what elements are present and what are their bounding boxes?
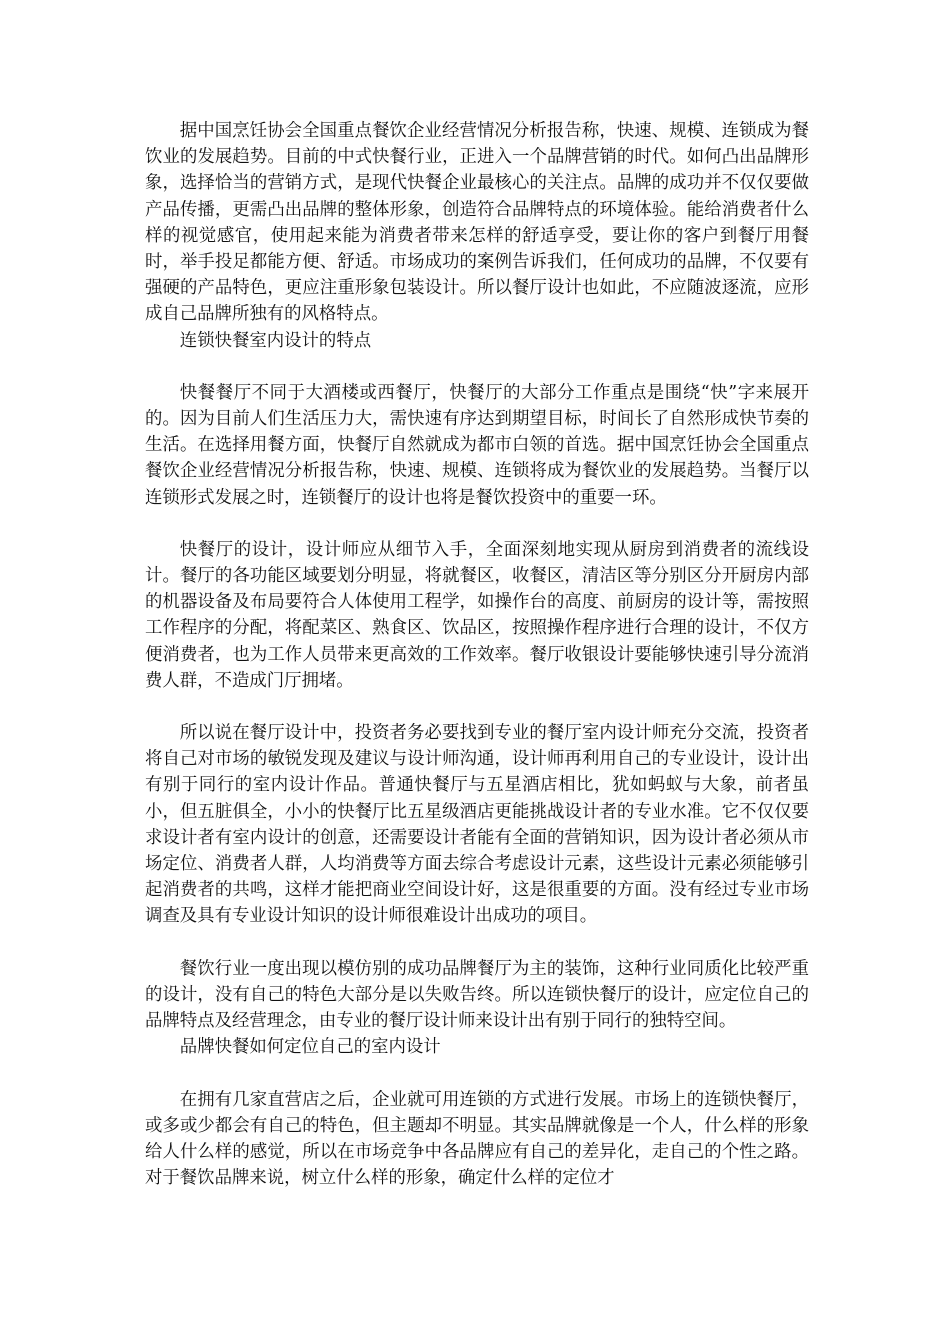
paragraph-design-details: 快餐厅的设计，设计师应从细节入手，全面深刻地实现从厨房到消费者的流线设计。餐厅的各功能区域要划分明显，将就餐区，收餐区，清洁区等分别区分开厨房内部的机器设备及布局要符合人体使用工程学，如操作台的高度、前厨房的设计等，需按照工作程序的分配，将配菜区、熟食区、饮品区，按照操作程序进行合理的设计，不仅方便消费者，也为工作人员带来更高效的工作效率。餐厅收银设计要能够快速引导分流消费人群，不造成门厅拥堵。 — [145, 539, 809, 691]
paragraph-chain-brand: 在拥有几家直营店之后，企业就可用连锁的方式进行发展。市场上的连锁快餐厅，或多或少都会有自己的特色，但主题却不明显。其实品牌就像是一个人，什么样的形象给人什么样的感觉，所以在市场竞争中各品牌应有自己的差异化，走自己的个性之路。对于餐饮品牌来说，树立什么样的形象，确定什么样的定位才 — [145, 1089, 809, 1189]
paragraph-imitation: 餐饮行业一度出现以模仿别的成功品牌餐厅为主的装饰，这种行业同质化比较严重的设计，没有自己的特色大部分是以失败告终。所以连锁快餐厅的设计，应定位自己的品牌特点及经营理念，由专业的餐厅设计师来设计出有别于同行的独特空间。 — [145, 958, 809, 1032]
paragraph-intro: 据中国烹饪协会全国重点餐饮企业经营情况分析报告称，快速、规模、连锁成为餐饮业的发展趋势。目前的中式快餐行业，正进入一个品牌营销的时代。如何凸出品牌形象，选择恰当的营销方式，是现代快餐企业最核心的关注点。品牌的成功并不仅仅要做产品传播，更需凸出品牌的整体形象，创造符合品牌特点的环境体验。能给消费者什么样的视觉感官，使用起来能为消费者带来怎样的舒适享受，要让你的客户到餐厅用餐时，举手投足都能方便、舒适。市场成功的案例告诉我们，任何成功的品牌，不仅要有强硬的产品特色，更应注重形象包装设计。所以餐厅设计也如此，不应随波逐流，应形成自己品牌所独有的风格特点。 — [145, 121, 809, 325]
section-heading-features: 连锁快餐室内设计的特点 — [179, 330, 372, 351]
paragraph-fast-food-difference: 快餐餐厅不同于大酒楼或西餐厅，快餐厅的大部分工作重点是围绕“快”字来展开的。因为目前人们生活压力大，需快速有序达到期望目标，时间长了自然形成快节奏的生活。在选择用餐方面，快餐厅自然就成为都市白领的首选。据中国烹饪协会全国重点餐饮企业经营情况分析报告称，快速、规模、连锁将成为餐饮业的发展趋势。当餐厅以连锁形式发展之时，连锁餐厅的设计也将是餐饮投资中的重要一环。 — [145, 382, 809, 508]
paragraph-investor-designer: 所以说在餐厅设计中，投资者务必要找到专业的餐厅室内设计师充分交流，投资者将自己对市场的敏锐发现及建议与设计师沟通，设计师再利用自己的专业设计，设计出有别于同行的室内设计作品。普通快餐厅与五星酒店相比，犹如蚂蚁与大象，前者虽小，但五脏俱全，小小的快餐厅比五星级酒店更能挑战设计者的专业水准。它不仅仅要求设计者有室内设计的创意，还需要设计者能有全面的营销知识，因为设计者必须从市场定位、消费者人群，人均消费等方面去综合考虑设计元素，这些设计元素必须能够引起消费者的共鸣，这样才能把商业空间设计好，这是很重要的方面。没有经过专业市场调查及具有专业设计知识的设计师很难设计出成功的项目。 — [145, 723, 809, 927]
section-heading-positioning: 品牌快餐如何定位自己的室内设计 — [179, 1037, 441, 1058]
document-page — [145, 118, 809, 1191]
